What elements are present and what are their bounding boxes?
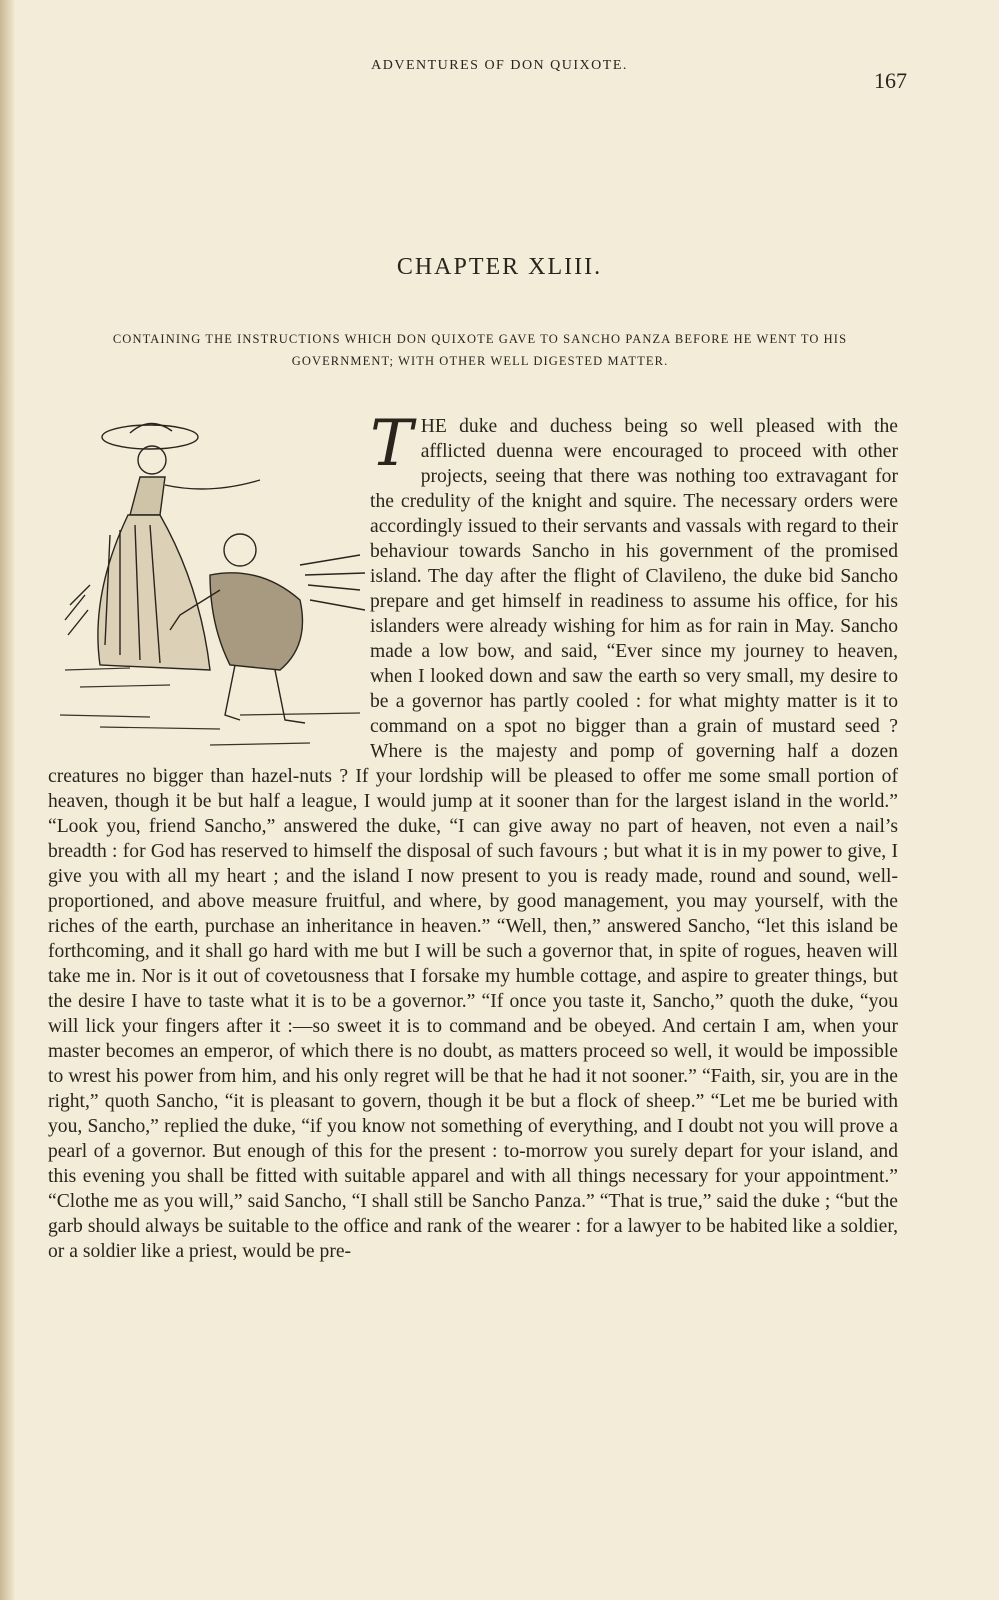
page-number: 167 (874, 68, 907, 93)
drop-cap: T (370, 407, 413, 481)
chapter-title: CHAPTER XLIII. (396, 254, 603, 280)
body-paragraph: duke and duchess being so well pleased with the afflicted duenna were encouraged to proceed with other projects, seeing that there was nothing too extravagant for the credulity of the knight and squire. The necessary orders were accordingly issued to their servants and vassals with regard to their behaviour towards Sancho in his government of the promised island. The day after the flight of Clavileno, the duke bid Sancho prepare and get himself in readiness to assume his office, for his islanders were already wishing for him as for rain in May. Sancho made a low bow, and said, “Ever since my journey to heaven, when I looked down and saw the earth so very small, my desire to be a governor has partly cooled : for what mighty matter is it to command on a spot no bigger than a grain of mustard seed ? Where is the majesty and pomp of governing half a dozen creatures no bigger than hazel-nuts ? If your lordship will be pleased to offer me some small portion of heaven, though it be but half a league, I would jump at it sooner than for the largest island in the world.” “Look you, friend Sancho,” answered the duke, “I can give away no part of heaven, not even a nail’s breadth : for God has reserved to himself the disposal of such favours ; but what it is in my power to give, I give you with all my heart ; and the island I now present to you is ready made, round and sound, well-proportioned, and above measure fruitful, and where, by good management, you may yourself, with the riches of the earth, purchase an inheritance in heaven.” “Well, then,” answered Sancho, “let this island be forthcoming, and it shall go hard with me but I will be such a governor that, in spite of rogues, heaven will take me in. Nor is it out of covetousness that I forsake my humble cottage, and aspire to greater things, but the desire I have to taste what it is to be a governor.” “If once you taste it, Sancho,” quoth the duke, “you will lick your fingers after it :—so sweet it is to command and be obeyed. And certain I am, when your master becomes an emperor, of which there is no doubt, as matters proceed so well, it would be impossible to wrest his power from him, and his only regret will be that he had it not sooner.” “Faith, sir, you are in the right,” quoth Sancho, “it is pleasant to govern, though it be but a flock of sheep.” “Let me be buried with you, Sancho,” replied the duke, “if you know not something of everything, and I doubt not you will prove a pearl of a governor. But enough of this for the present : to-morrow you surely depart for your island, and this evening you shall be fitted with suitable apparel and with all things necessary for your appointment.” “Clothe me as you will,” said Sancho, “I shall still be Sancho Panza.” “That is true,” said the duke ; “but the garb should always be suitable to the office and rank of the wearer : for a lawyer to be habited like a soldier, or a soldier like a priest, would be pre- (48, 416, 898, 1262)
page-edge (0, 0, 14, 1600)
chapter-subtitle: CONTAINING THE INSTRUCTIONS WHICH DON QUIXOTE GAVE TO SANCHO PANZA BEFORE HE WENT TO HIS GOVERNMENT; WITH OTHER WELL DIGESTED MATTER. (112, 332, 848, 368)
running-header: ADVENTURES OF DON QUIXOTE. (371, 58, 628, 73)
illustration-spacer (48, 414, 370, 744)
body-text (48, 407, 898, 1264)
first-word: HE (420, 416, 447, 437)
